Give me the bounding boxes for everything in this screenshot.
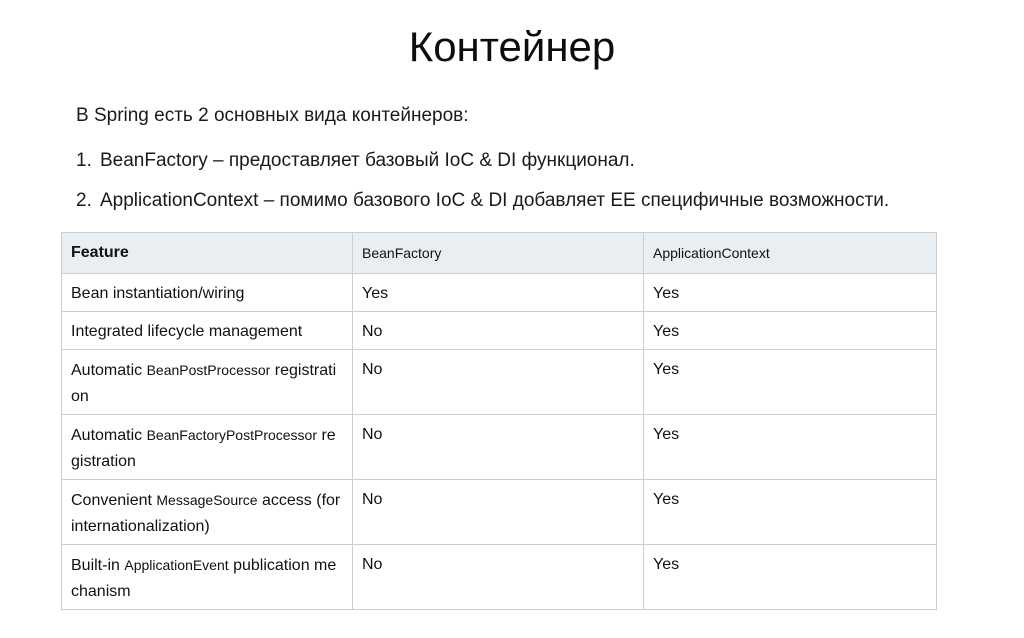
feature-class-name: BeanFactoryPostProcessor bbox=[146, 427, 317, 443]
table-row bbox=[62, 415, 937, 480]
bean-factory-cell: No bbox=[353, 480, 644, 545]
feature-class-name: MessageSource bbox=[156, 492, 258, 508]
bean-factory-cell: Yes bbox=[353, 274, 644, 312]
list-item bbox=[76, 146, 889, 186]
application-context-cell: Yes bbox=[644, 545, 937, 610]
feature-text: Automatic bbox=[71, 362, 147, 379]
bean-factory-cell: No bbox=[353, 350, 644, 415]
list-item-text: BeanFactory – предоставляет базовый IoC & DI функционал. bbox=[100, 150, 635, 171]
header-application-context: ApplicationContext bbox=[644, 233, 937, 274]
list-item-text: ApplicationContext – помимо базового IoC & DI добавляет EE специфичные возможности. bbox=[100, 190, 890, 211]
feature-cell bbox=[62, 274, 353, 312]
table-row bbox=[62, 480, 937, 545]
feature-text-suffix: publication mechanism bbox=[71, 557, 337, 600]
feature-text-suffix: access (for internationalization) bbox=[71, 492, 341, 535]
table-header-row bbox=[62, 233, 937, 274]
application-context-cell: Yes bbox=[644, 312, 937, 350]
table-row bbox=[62, 545, 937, 610]
feature-text: Convenient bbox=[71, 492, 157, 509]
feature-text-suffix: registration bbox=[71, 427, 336, 470]
list-item bbox=[76, 186, 889, 226]
application-context-cell: Yes bbox=[644, 480, 937, 545]
table-row bbox=[62, 312, 937, 350]
feature-text-suffix: registration bbox=[71, 362, 337, 405]
slide-title: Контейнер bbox=[408, 23, 616, 70]
feature-cell bbox=[62, 545, 353, 610]
container-types-list bbox=[76, 146, 889, 226]
feature-cell bbox=[62, 415, 353, 480]
feature-class-name: BeanPostProcessor bbox=[146, 362, 271, 378]
application-context-cell: Yes bbox=[644, 274, 937, 312]
feature-cell bbox=[62, 312, 353, 350]
feature-text: Automatic bbox=[71, 427, 147, 444]
feature-text: Bean instantiation/wiring bbox=[71, 285, 245, 302]
intro-text: В Spring есть 2 основных вида контейнеров: bbox=[76, 105, 469, 126]
list-item-number: 1. bbox=[76, 150, 92, 171]
bean-factory-cell: No bbox=[353, 545, 644, 610]
application-context-cell: Yes bbox=[644, 415, 937, 480]
feature-cell bbox=[62, 350, 353, 415]
feature-class-name: ApplicationEvent bbox=[124, 557, 229, 573]
table-row bbox=[62, 274, 937, 312]
table-row bbox=[62, 350, 937, 415]
feature-text: Built-in bbox=[71, 557, 125, 574]
bean-factory-cell: No bbox=[353, 415, 644, 480]
feature-cell bbox=[62, 480, 353, 545]
header-feature: Feature bbox=[62, 233, 353, 274]
application-context-cell: Yes bbox=[644, 350, 937, 415]
list-item-number: 2. bbox=[76, 190, 92, 211]
bean-factory-cell: No bbox=[353, 312, 644, 350]
feature-text: Integrated lifecycle management bbox=[71, 323, 303, 340]
feature-comparison-table bbox=[61, 232, 937, 610]
header-bean-factory: BeanFactory bbox=[353, 233, 644, 274]
